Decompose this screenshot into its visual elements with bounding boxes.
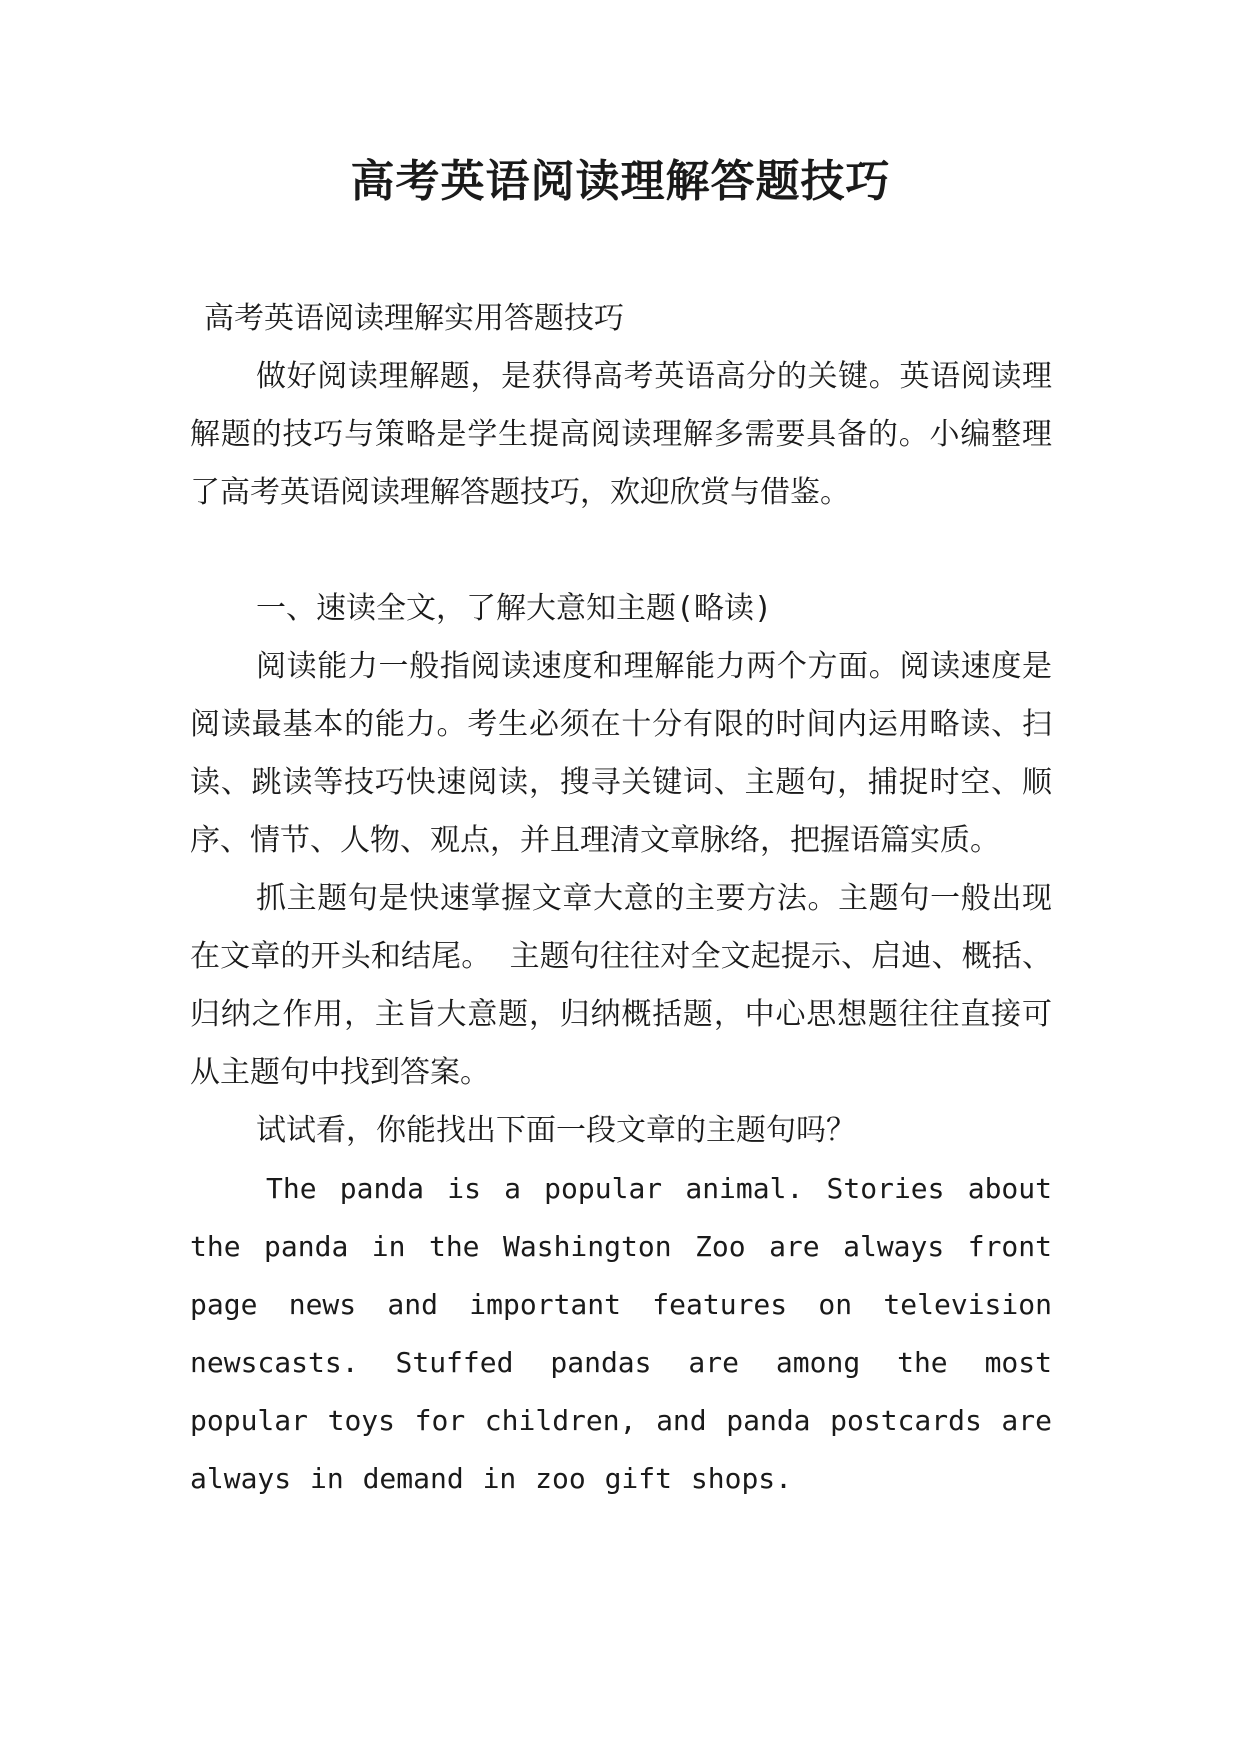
body-paragraph: 试试看，你能找出下面一段文章的主题句吗？: [256, 1113, 856, 1148]
paragraph-gap: [190, 522, 1052, 580]
body-paragraph: 阅读能力一般指阅读速度和理解能力两个方面。阅读速度是阅读最基本的能力。考生必须在十分有限的时间内运用略读、扫读、跳读等技巧快速阅读，搜寻关键词、主题句，捕捉时空、顺序、情节、人物、观点，并且理清文章脉络，把握语篇实质。: [190, 649, 1052, 858]
document-subtitle: 高考英语阅读理解实用答题技巧: [204, 301, 624, 336]
document-title: 高考英语阅读理解答题技巧: [350, 156, 891, 207]
body-paragraph: 抓主题句是快速掌握文章大意的主要方法。主题句一般出现在文章的开头和结尾。 主题句往往对全文起提示、启迪、概括、归纳之作用，主旨大意题，归纳概括题，中心思想题往往直接可从主题句中找到答案。: [190, 881, 1052, 1090]
document-body: [190, 290, 1052, 1508]
intro-paragraph: 做好阅读理解题，是获得高考英语高分的关键。英语阅读理解题的技巧与策略是学生提高阅读理解多需要具备的。小编整理了高考英语阅读理解答题技巧，欢迎欣赏与借鉴。: [190, 359, 1052, 510]
section-heading: 一、速读全文，了解大意知主题(略读): [256, 591, 773, 626]
english-passage: The panda is a popular animal. Stories about the panda in the Washington Zoo are always front page news and important features on television newscasts. Stuffed pandas are among the most popular toys for children, and panda postcards are always in demand in zoo gift shops.: [190, 1172, 1052, 1495]
